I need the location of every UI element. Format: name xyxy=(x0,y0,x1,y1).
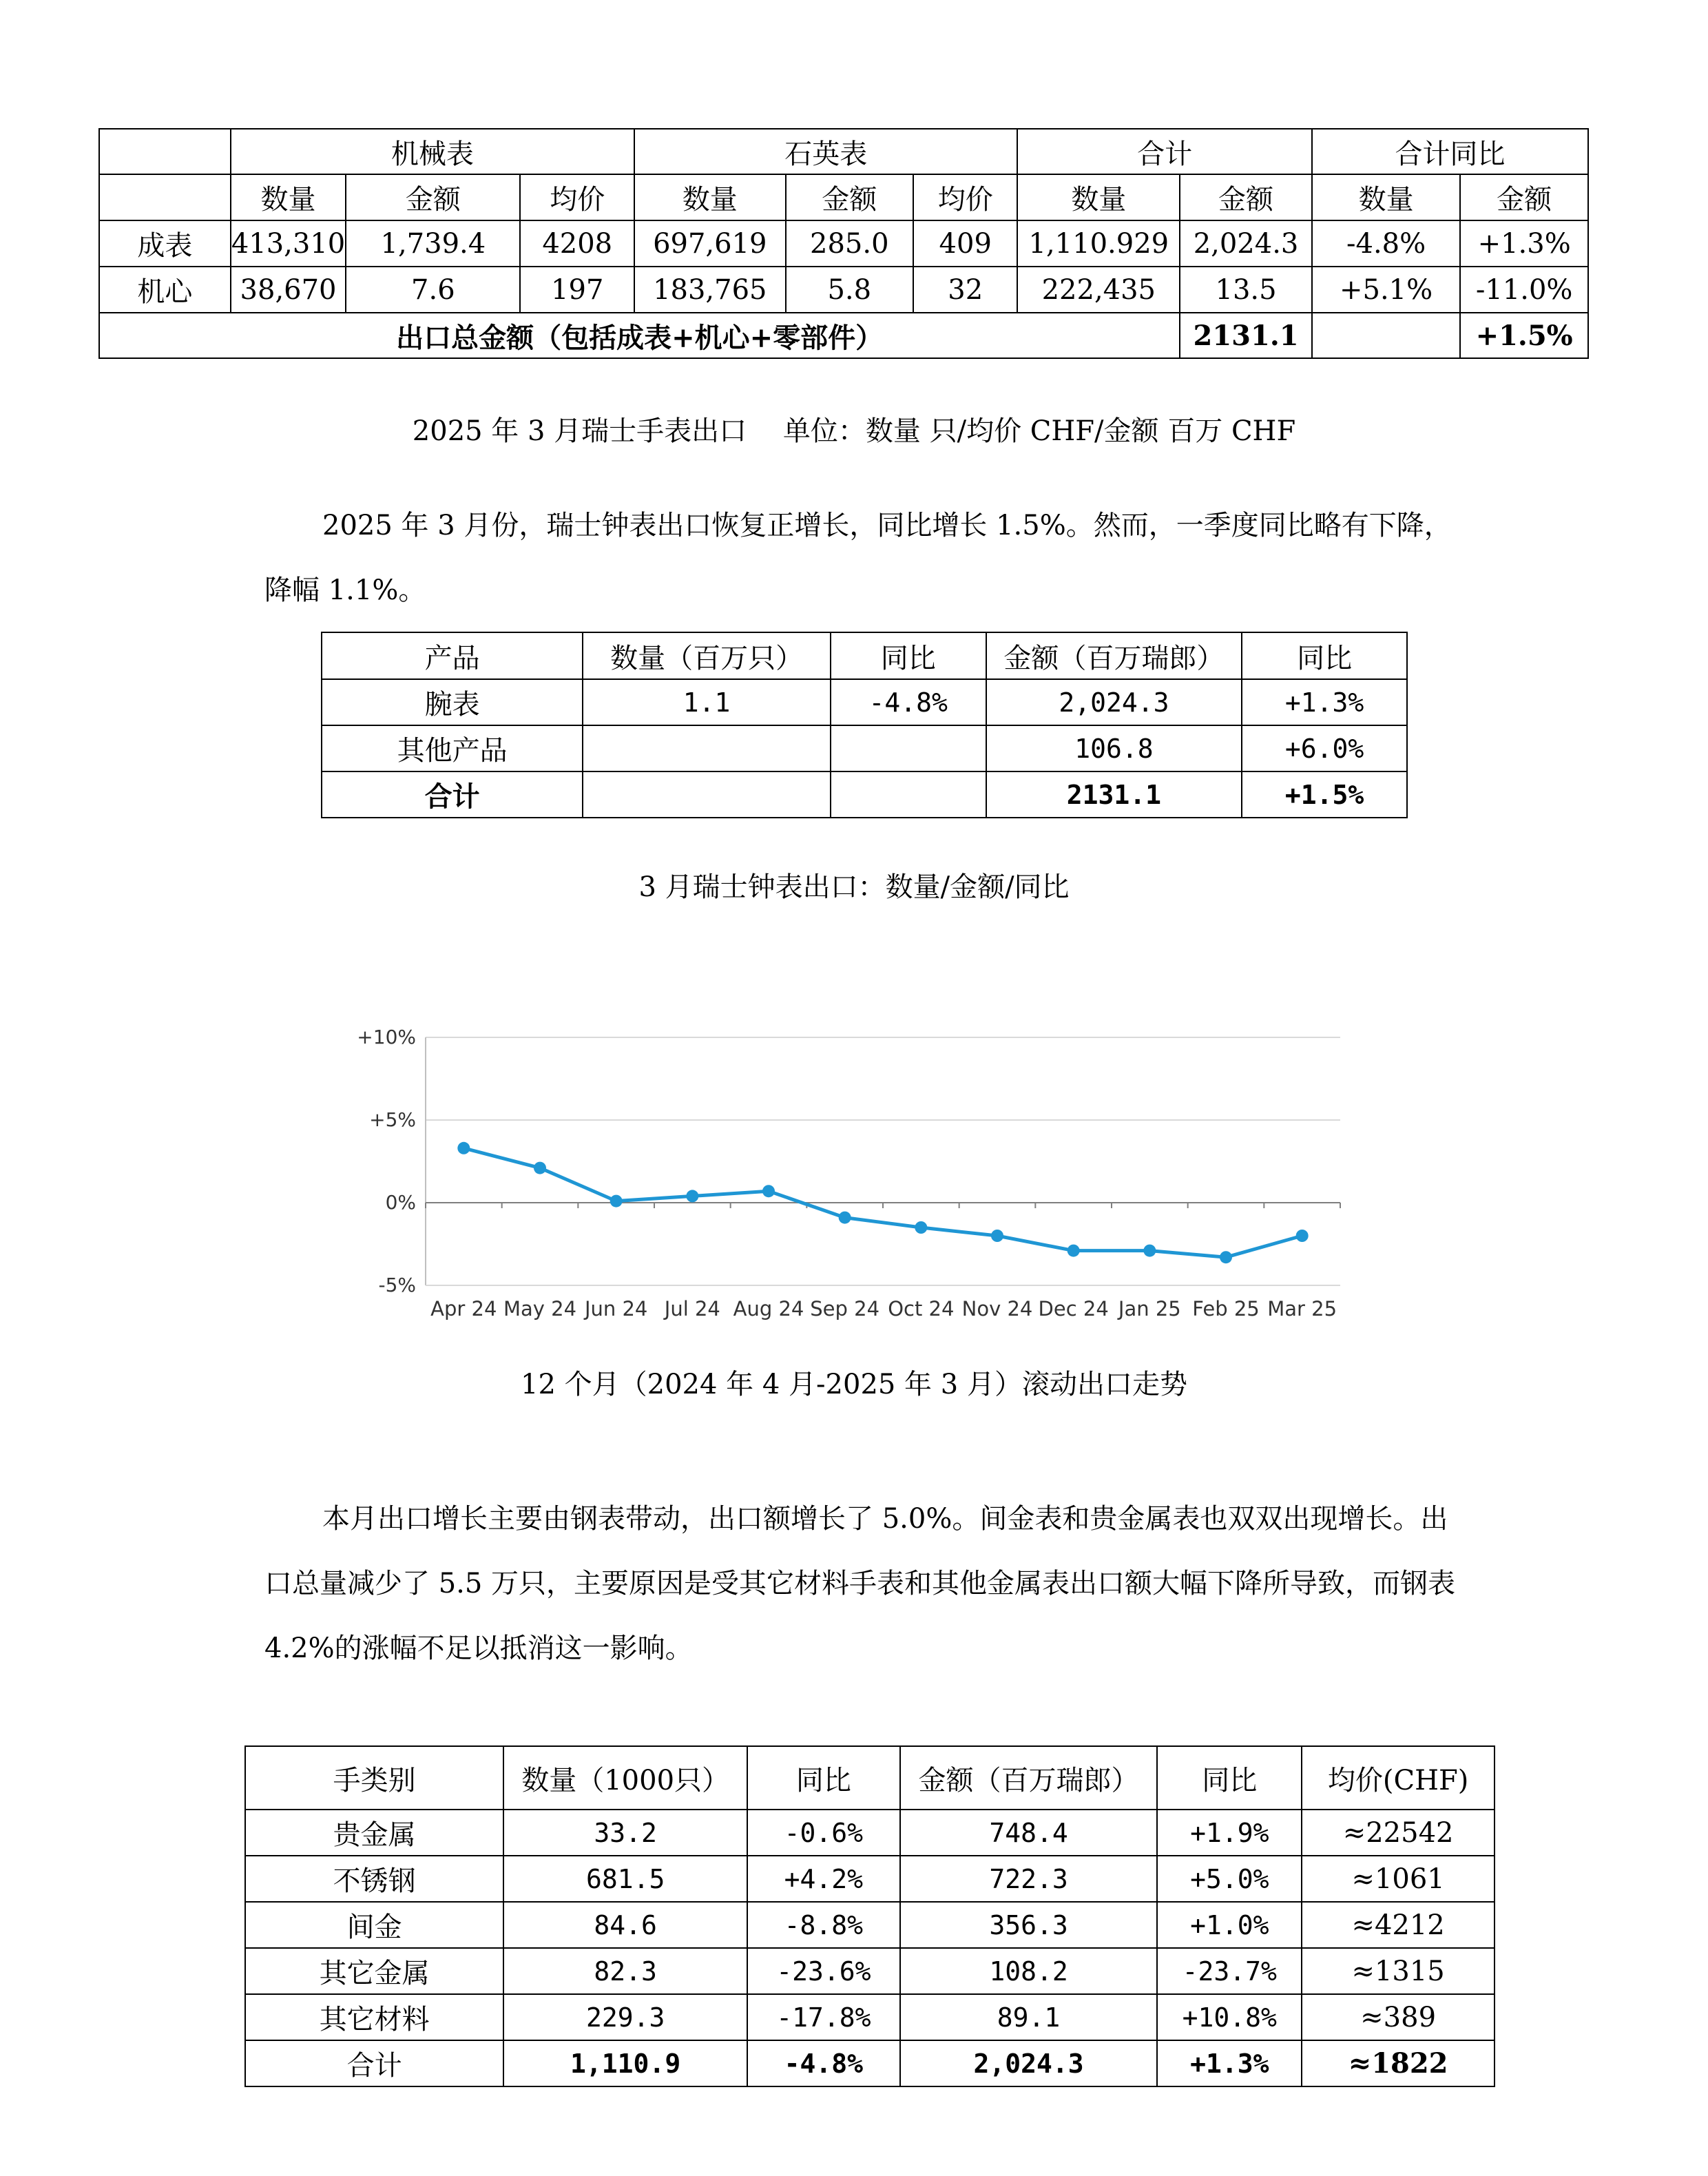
sub-header: 数量 xyxy=(1017,174,1180,220)
column-header: 同比 xyxy=(747,1746,900,1810)
table-cell: 2131.1 xyxy=(986,771,1242,818)
table-cell: ≈1061 xyxy=(1302,1856,1494,1902)
table-row xyxy=(245,1902,1494,1948)
table-caption: 3 月瑞士钟表出口：数量/金额/同比 xyxy=(638,871,1070,903)
table-cell: +1.0% xyxy=(1157,1902,1302,1948)
table-cell: +1.3% xyxy=(1460,220,1588,267)
table-cell: -8.8% xyxy=(747,1902,900,1948)
column-header: 数量（百万只） xyxy=(583,632,830,679)
group-header: 石英表 xyxy=(634,129,1017,174)
sub-header: 数量 xyxy=(231,174,346,220)
x-tick-label: Jul 24 xyxy=(664,1297,720,1320)
x-tick-label: Jan 25 xyxy=(1118,1297,1181,1320)
table-cell: 108.2 xyxy=(900,1948,1158,1994)
row-label: 机心 xyxy=(99,267,231,313)
table-row xyxy=(99,220,1588,267)
x-tick-label: Jun 24 xyxy=(584,1297,648,1320)
data-point xyxy=(1296,1230,1309,1242)
table-cell: 722.3 xyxy=(900,1856,1158,1902)
table-cell: 1,110.929 xyxy=(1017,220,1180,267)
y-tick-label: 0% xyxy=(385,1191,416,1214)
table-cell: +5.0% xyxy=(1157,1856,1302,1902)
table-row xyxy=(322,679,1407,725)
row-label: 合计 xyxy=(245,2040,503,2086)
x-tick-label: Sep 24 xyxy=(810,1297,880,1320)
sub-header: 金额 xyxy=(786,174,913,220)
data-point xyxy=(991,1230,1003,1242)
sub-header: 数量 xyxy=(1312,174,1460,220)
table-cell: 681.5 xyxy=(503,1856,747,1902)
y-tick-label: +5% xyxy=(369,1108,416,1131)
product-table xyxy=(321,632,1408,818)
column-header: 均价(CHF) xyxy=(1302,1746,1494,1810)
table-cell: 356.3 xyxy=(900,1902,1158,1948)
table-cell: -4.8% xyxy=(1312,220,1460,267)
column-header: 同比 xyxy=(831,632,986,679)
table-row xyxy=(245,1856,1494,1902)
table-cell xyxy=(831,771,986,818)
table-cell: 222,435 xyxy=(1017,267,1180,313)
column-header: 同比 xyxy=(1242,632,1407,679)
table-cell: -11.0% xyxy=(1460,267,1588,313)
corner-cell xyxy=(99,174,231,220)
row-label: 其它材料 xyxy=(245,1994,503,2040)
table-row xyxy=(245,1994,1494,2040)
x-tick-label: Oct 24 xyxy=(888,1297,955,1320)
table-cell: 183,765 xyxy=(634,267,786,313)
table-cell: 2,024.3 xyxy=(986,679,1242,725)
column-header: 金额（百万瑞郎） xyxy=(986,632,1242,679)
paragraph: 2025 年 3 月份，瑞士钟表出口恢复正增长，同比增长 1.5%。然而，一季度同比略有下降，降幅 1.1%。 xyxy=(264,510,1452,606)
data-point xyxy=(686,1190,698,1202)
table-cell: 32 xyxy=(913,267,1017,313)
data-point xyxy=(1068,1245,1080,1257)
table-cell: 2,024.3 xyxy=(900,2040,1158,2086)
row-label: 合计 xyxy=(322,771,583,818)
sub-header: 数量 xyxy=(634,174,786,220)
sub-header: 均价 xyxy=(913,174,1017,220)
table-cell: ≈1315 xyxy=(1302,1948,1494,1994)
table-cell: ≈389 xyxy=(1302,1994,1494,2040)
x-tick-label: Mar 25 xyxy=(1267,1297,1337,1320)
table-caption: 2025 年 3 月瑞士手表出口 单位：数量 只/均价 CHF/金额 百万 CHF xyxy=(412,415,1296,447)
table-cell: +1.5% xyxy=(1242,771,1407,818)
table-cell: 285.0 xyxy=(786,220,913,267)
table-cell: +1.3% xyxy=(1157,2040,1302,2086)
total-value: 2131.1 xyxy=(1180,313,1312,358)
table-cell: 33.2 xyxy=(503,1810,747,1856)
table-cell: 38,670 xyxy=(231,267,346,313)
rolling-export-line-chart xyxy=(331,1019,1391,1343)
table-cell: +10.8% xyxy=(1157,1994,1302,2040)
group-header: 合计 xyxy=(1017,129,1311,174)
table-cell: -23.7% xyxy=(1157,1948,1302,1994)
chart-caption: 12 个月（2024 年 4 月-2025 年 3 月）滚动出口走势 xyxy=(521,1369,1187,1400)
table-cell xyxy=(583,725,830,771)
y-tick-label: +10% xyxy=(357,1026,416,1048)
row-label: 间金 xyxy=(245,1902,503,1948)
data-point xyxy=(1143,1245,1156,1257)
table-cell: 1.1 xyxy=(583,679,830,725)
table-cell: 197 xyxy=(520,267,634,313)
column-header: 手类别 xyxy=(245,1746,503,1810)
table-cell: 409 xyxy=(913,220,1017,267)
row-label: 不锈钢 xyxy=(245,1856,503,1902)
table-cell: +1.3% xyxy=(1242,679,1407,725)
table-cell: +5.1% xyxy=(1312,267,1460,313)
sub-header: 金额 xyxy=(346,174,520,220)
row-label: 成表 xyxy=(99,220,231,267)
sub-header: 均价 xyxy=(520,174,634,220)
table-cell: 2,024.3 xyxy=(1180,220,1312,267)
group-header: 机械表 xyxy=(231,129,634,174)
table-cell: +1.9% xyxy=(1157,1810,1302,1856)
table-cell: 84.6 xyxy=(503,1902,747,1948)
table-row xyxy=(322,725,1407,771)
x-tick-label: Nov 24 xyxy=(961,1297,1033,1320)
data-point xyxy=(457,1142,470,1154)
group-header: 合计同比 xyxy=(1312,129,1588,174)
column-header: 同比 xyxy=(1157,1746,1302,1810)
total-yoy: +1.5% xyxy=(1460,313,1588,358)
table-cell: 413,310 xyxy=(231,220,346,267)
table-cell: 7.6 xyxy=(346,267,520,313)
column-header: 数量（1000只） xyxy=(503,1746,747,1810)
x-tick-label: Apr 24 xyxy=(430,1297,497,1320)
sub-header: 金额 xyxy=(1180,174,1312,220)
table-cell: 1,739.4 xyxy=(346,220,520,267)
export-summary-table xyxy=(98,128,1589,359)
total-row xyxy=(99,313,1588,358)
total-row xyxy=(245,2040,1494,2086)
table-cell: ≈4212 xyxy=(1302,1902,1494,1948)
table-cell: -4.8% xyxy=(831,679,986,725)
table-cell: +4.2% xyxy=(747,1856,900,1902)
table-cell: 82.3 xyxy=(503,1948,747,1994)
row-label: 腕表 xyxy=(322,679,583,725)
table-cell: -0.6% xyxy=(747,1810,900,1856)
data-point xyxy=(915,1221,927,1234)
y-tick-label: -5% xyxy=(378,1274,416,1296)
table-cell: ≈22542 xyxy=(1302,1810,1494,1856)
table-cell: 5.8 xyxy=(786,267,913,313)
table-cell: 106.8 xyxy=(986,725,1242,771)
table-cell: -17.8% xyxy=(747,1994,900,2040)
x-tick-label: Dec 24 xyxy=(1038,1297,1109,1320)
data-point xyxy=(762,1185,775,1197)
paragraph: 本月出口增长主要由钢表带动，出口额增长了 5.0%。间金表和贵金属表也双双出现增长。出口总量减少了 5.5 万只，主要原因是受其它材料手表和其他金属表出口额大幅下降所导致，而钢表 4.2%的涨幅不足以抵消这一影响。 xyxy=(264,1503,1456,1664)
corner-cell xyxy=(99,129,231,174)
row-label: 其它金属 xyxy=(245,1948,503,1994)
table-cell: -23.6% xyxy=(747,1948,900,1994)
column-header: 金额（百万瑞郎） xyxy=(900,1746,1158,1810)
empty-cell xyxy=(1312,313,1460,358)
table-cell: 697,619 xyxy=(634,220,786,267)
x-tick-label: Feb 25 xyxy=(1192,1297,1260,1320)
table-cell: 229.3 xyxy=(503,1994,747,2040)
table-cell: 13.5 xyxy=(1180,267,1312,313)
table-row xyxy=(245,1810,1494,1856)
data-point xyxy=(534,1162,546,1174)
table-row xyxy=(99,267,1588,313)
row-label: 其他产品 xyxy=(322,725,583,771)
table-cell: +6.0% xyxy=(1242,725,1407,771)
sub-header: 金额 xyxy=(1460,174,1588,220)
category-table xyxy=(244,1745,1495,2087)
data-point xyxy=(839,1212,851,1224)
table-cell: ≈1822 xyxy=(1302,2040,1494,2086)
data-point xyxy=(610,1195,623,1208)
table-cell xyxy=(583,771,830,818)
data-point xyxy=(1220,1251,1232,1263)
total-row xyxy=(322,771,1407,818)
table-cell: 748.4 xyxy=(900,1810,1158,1856)
total-label: 出口总金额（包括成表+机心+零部件） xyxy=(99,313,1180,358)
table-cell: -4.8% xyxy=(747,2040,900,2086)
column-header: 产品 xyxy=(322,632,583,679)
row-label: 贵金属 xyxy=(245,1810,503,1856)
table-cell: 89.1 xyxy=(900,1994,1158,2040)
x-tick-label: May 24 xyxy=(503,1297,577,1320)
table-cell: 4208 xyxy=(520,220,634,267)
x-tick-label: Aug 24 xyxy=(733,1297,804,1320)
table-row xyxy=(245,1948,1494,1994)
table-cell: 1,110.9 xyxy=(503,2040,747,2086)
table-cell xyxy=(831,725,986,771)
